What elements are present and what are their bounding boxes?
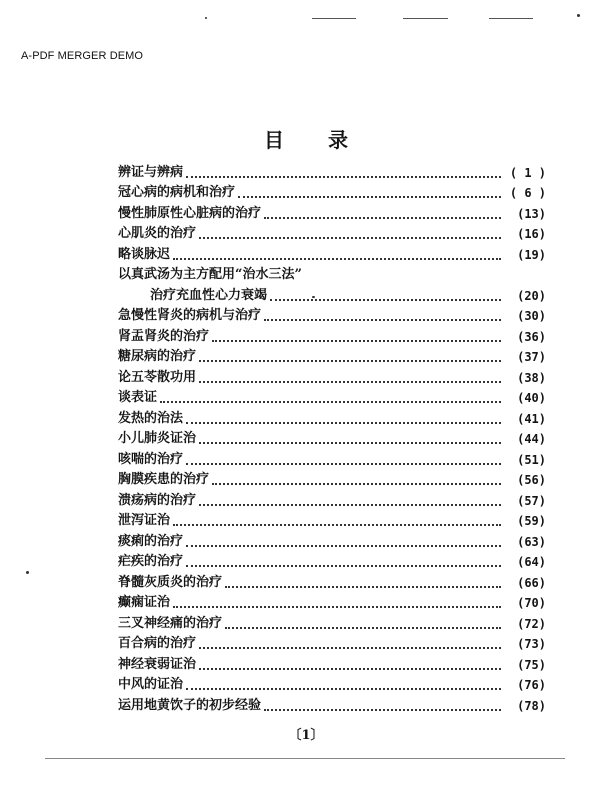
toc-title: 中风的证治: [118, 677, 184, 692]
toc-title: 癫痫证治: [118, 595, 171, 610]
toc-title: 慢性肺原性心脏病的治疗: [118, 205, 262, 221]
toc-title: 三叉神经痛的治疗: [118, 615, 223, 631]
dot-leader: [186, 176, 501, 178]
toc-row: [118, 470, 546, 491]
toc-row: [118, 162, 546, 183]
toc-title: 发热的治法: [118, 410, 184, 426]
toc-page: (78): [517, 698, 546, 713]
toc-page: (40): [517, 391, 546, 405]
toc-row: [118, 388, 546, 409]
toc-row: [118, 244, 546, 265]
speck: [26, 571, 29, 574]
watermark: A-PDF MERGER DEMO: [21, 50, 144, 62]
dot-leader: [264, 319, 501, 321]
toc-page: (59): [517, 514, 546, 528]
scan-line: [45, 758, 565, 759]
toc-page: (36): [517, 329, 546, 344]
dot-leader: [212, 340, 501, 342]
toc-title: 小儿肺炎证治: [118, 431, 197, 446]
toc-title: 心肌炎的治疗: [118, 226, 197, 241]
toc-row: [118, 224, 546, 245]
dot-leader: [199, 237, 501, 239]
title-char: 目: [264, 128, 284, 152]
dot-leader: [225, 586, 501, 588]
toc-row: [118, 695, 546, 716]
toc-page: (73): [517, 637, 546, 651]
toc-page: (64): [517, 555, 546, 569]
toc-title: 泄泻证治: [118, 513, 171, 528]
dot-leader: [238, 196, 501, 198]
dot-leader: [186, 545, 501, 547]
toc-row: [118, 613, 546, 634]
dot-leader: [186, 688, 501, 690]
toc-page: (37): [517, 350, 546, 364]
dot-leader: [212, 483, 501, 485]
page-number: 〔1〕: [288, 728, 324, 743]
toc-page: (19): [517, 247, 546, 262]
speck: [577, 14, 580, 17]
toc-title: 溃疡病的治疗: [118, 492, 197, 508]
dot-leader: [199, 381, 501, 383]
toc-title: 疟疾的治疗: [118, 554, 184, 569]
toc-page: (70): [517, 596, 546, 610]
toc-title: 略谈脉迟: [118, 246, 171, 262]
toc-row: [118, 347, 546, 368]
toc-title: 脊髓灰质炎的治疗: [118, 574, 223, 590]
toc-row: [118, 531, 546, 552]
toc-row: [118, 552, 546, 573]
toc-page: ( 1 ): [509, 165, 546, 180]
toc-row: [118, 326, 546, 347]
dot-leader: [199, 504, 501, 506]
toc-page: (75): [517, 657, 546, 672]
toc-row: [118, 511, 546, 532]
dot-leader: [186, 565, 501, 567]
toc-page: (66): [517, 575, 546, 590]
toc-page: (16): [517, 227, 546, 241]
dot-leader: [264, 217, 501, 219]
dot-leader: [270, 299, 501, 301]
scan-line: [312, 18, 356, 19]
toc-row: [118, 306, 546, 327]
toc-title: 以真武汤为主方配用“治水三法”: [118, 267, 302, 282]
toc-title: 辨证与辨病: [118, 164, 184, 180]
page-title: [0, 124, 612, 153]
toc-page: (57): [517, 493, 546, 508]
toc-page: (13): [517, 206, 546, 221]
dot-leader: [173, 524, 501, 526]
title-char: 录: [328, 128, 348, 152]
dot-leader: [186, 422, 501, 424]
toc-row: [118, 449, 546, 470]
toc-row: [118, 675, 546, 696]
toc-title: 论五苓散功用: [118, 369, 197, 385]
speck: [205, 17, 207, 19]
toc-row: [118, 203, 546, 224]
dot-leader: [264, 709, 501, 711]
toc-title: 肾盂肾炎的治疗: [118, 328, 210, 344]
toc-page: (76): [517, 678, 546, 692]
toc-row: [118, 572, 546, 593]
dot-leader: [173, 606, 501, 608]
scan-line: [489, 18, 533, 19]
toc-title: 急慢性肾炎的病机与治疗: [118, 308, 262, 323]
dot-leader: [160, 401, 501, 403]
toc-title: 痰痢的治疗: [118, 533, 184, 549]
dot-leader: [199, 442, 501, 444]
toc-page: (41): [517, 411, 546, 426]
toc-title: 糖尿病的治疗: [118, 349, 197, 364]
toc-row: [118, 429, 546, 450]
toc-page: (44): [517, 432, 546, 446]
toc-row: [118, 183, 546, 204]
toc-row: [118, 593, 546, 614]
toc-title: 胸膜疾患的治疗: [118, 472, 210, 487]
toc-row: [118, 408, 546, 429]
toc-title: 谈表证: [118, 390, 158, 405]
toc-page: (56): [517, 473, 546, 487]
toc-page: ( 6 ): [509, 186, 546, 200]
toc-row: [118, 634, 546, 655]
toc-title: 神经衰弱证治: [118, 656, 197, 672]
toc-row: [118, 654, 546, 675]
toc-page: (38): [517, 370, 546, 385]
toc-page: (63): [517, 534, 546, 549]
dot-leader: [186, 463, 501, 465]
scan-line: [403, 18, 448, 19]
table-of-contents: [118, 162, 546, 716]
toc-row: [118, 367, 546, 388]
toc-row: [118, 285, 546, 306]
toc-title: 冠心病的病机和治疗: [118, 185, 236, 200]
toc-title: 咳喘的治疗: [118, 451, 184, 467]
toc-title: 百合病的治疗: [118, 636, 197, 651]
toc-title: 运用地黄饮子的初步经验: [118, 697, 262, 713]
dot-leader: [199, 360, 501, 362]
dot-leader: [225, 627, 501, 629]
toc-page: (30): [517, 309, 546, 323]
toc-page: (51): [517, 452, 546, 467]
toc-page: (72): [517, 616, 546, 631]
dot-leader: [199, 647, 501, 649]
dot-leader: [173, 258, 501, 260]
dot-leader: [199, 668, 501, 670]
toc-row: [118, 265, 546, 286]
toc-row: [118, 490, 546, 511]
toc-title: 治疗充血性心力衰竭: [150, 287, 268, 303]
toc-page: (20): [517, 288, 546, 303]
